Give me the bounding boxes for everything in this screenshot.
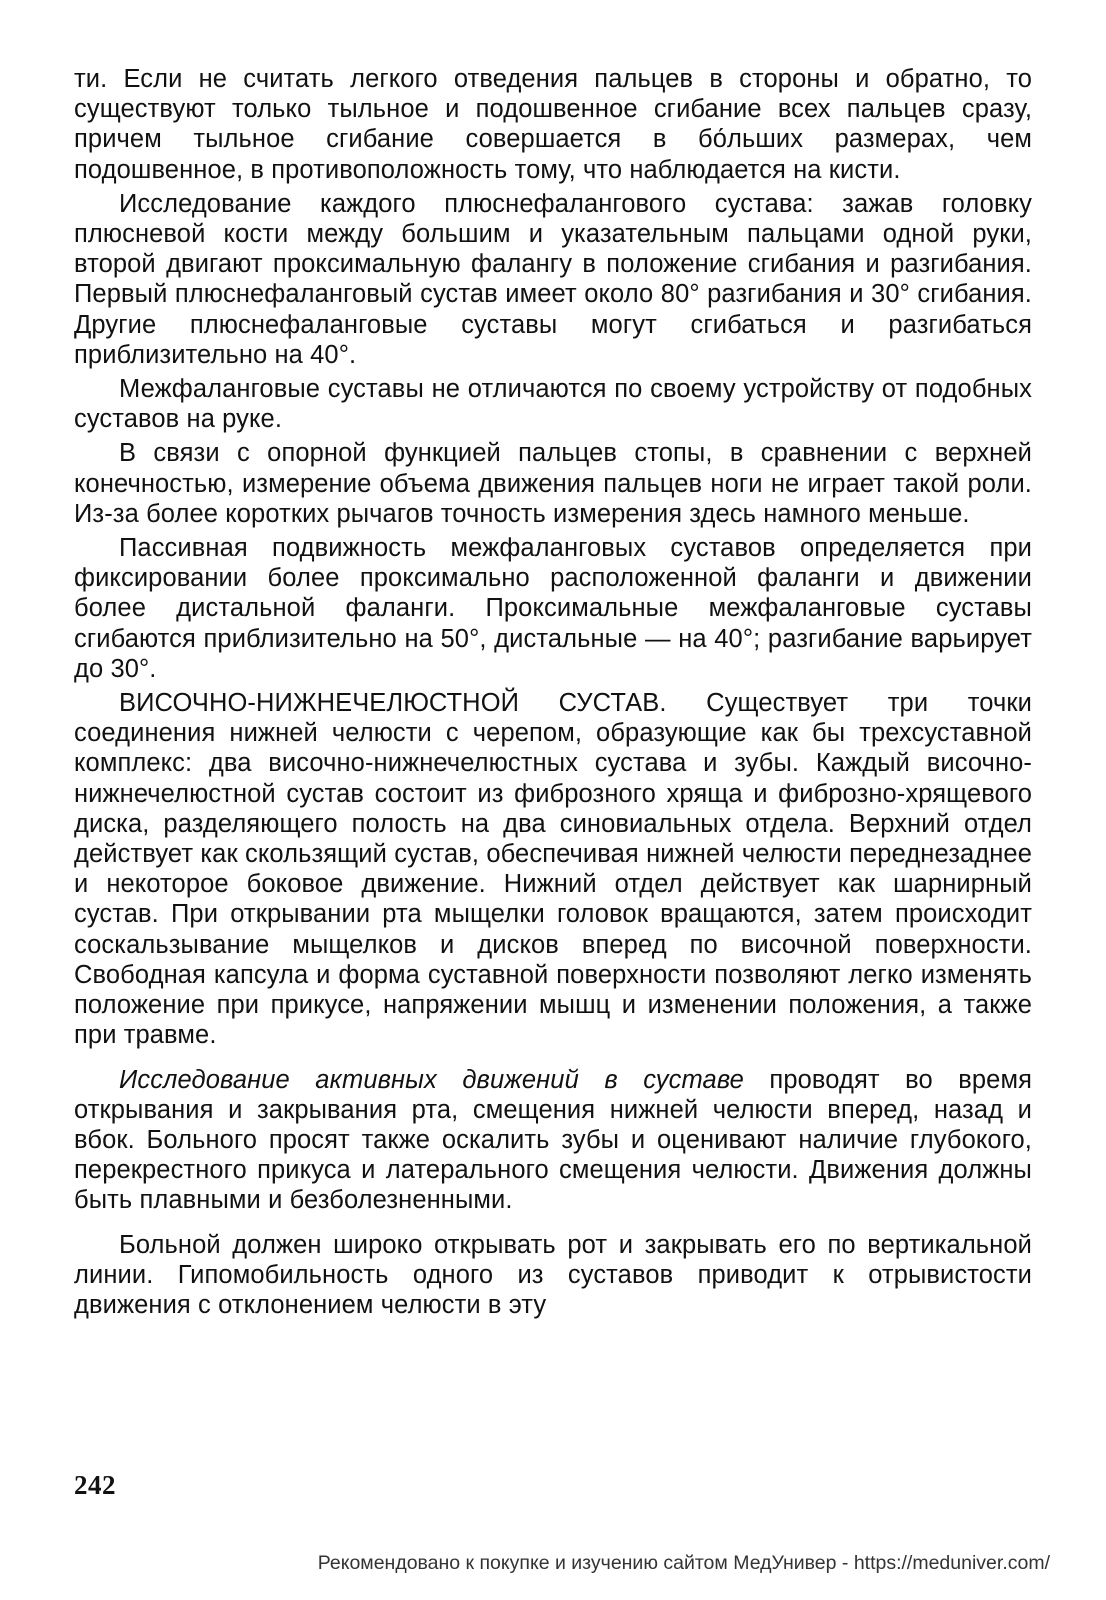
footer-watermark: Рекомендовано к покупке и изучению сайтом МедУнивер - https://meduniver.com/ (317, 1552, 1050, 1574)
italic-term: Исследование активных движений в суставе (119, 1065, 744, 1094)
paragraph-mouth-opening: Больной должен широко открывать рот и закрывать его по вертикальной линии. Гипомобильность одного из суставов приводит к отрывистости движения с отклонением челюсти в эту (74, 1230, 1032, 1319)
paragraph-passive-mobility: Пассивная подвижность межфаланговых суставов определяется при фиксировании более проксимально расположенной фаланги и движении более дистальной фаланги. Проксимальные межфаланговые суставы сгибаются приблизительно на 50°, дистальные — на 40°; разгибание варьирует до 30°. (74, 534, 1032, 683)
page-body (74, 64, 1032, 1324)
paragraph-active-movements-text: проводят во время открывания и закрывания рта, смещения нижней челюсти вперед, назад и вбок. Больного просят также оскалить зубы и оценивают наличие глубокого, перекрестного прикуса и латерального смещения челюсти. Движения должны быть плавными и безболезненными. (74, 1065, 1032, 1215)
paragraph-temporomandibular-joint: ВИСОЧНО-НИЖНЕЧЕЛЮСТНОЙ СУСТАВ. Существует три точки соединения нижней челюсти с черепом, образующие как бы трехсуставной комплекс: два височно-нижнечелюстных сустава и зубы. Каждый височно-нижнечелюстной сустав состоит из фиброзного хряща и фиброзно-хрящевого диска, разделяющего полость на два синовиальных отдела. Верхний отдел действует как скользящий сустав, обеспечивая нижней челюсти переднезаднее и некоторое боковое движение. Нижний отдел действует как шарнирный сустав. При открывании рта мыщелки головок вращаются, затем происходит соскальзывание мыщелков и дисков вперед по височной поверхности. Свободная капсула и форма суставной поверхности позволяют легко изменять положение при прикусе, напряжении мышц и изменении положения, а также при травме. (74, 689, 1032, 1050)
page-number: 242 (74, 1470, 116, 1500)
paragraph-toe-flexion: ти. Если не считать легкого отведения пальцев в стороны и обратно, то существуют только тыльное и подошвенное сгибание всех пальцев сразу, причем тыльное сгибание совершается в бо́льших размерах, чем подошвенное, в противоположность тому, что наблюдается на кисти. (74, 65, 1032, 184)
paragraph-active-movements (74, 1065, 1032, 1216)
paragraph-toe-range-measurement: В связи с опорной функцией пальцев стопы, в сравнении с верхней конечностью, измерение объема движения пальцев ноги не играет такой роли. Из-за более коротких рычагов точность измерения здесь намного меньше. (74, 439, 1032, 528)
paragraph-interphalangeal-joints: Межфаланговые суставы не отличаются по своему устройству от подобных суставов на руке. (74, 375, 1032, 434)
paragraph-metatarsophalangeal-exam: Исследование каждого плюснефалангового сустава: зажав головку плюсневой кости между большим и указательным пальцами одной руки, второй двигают проксимальную фалангу в положение сгибания и разгибания. Первый плюснефаланговый сустав имеет около 80° разгибания и 30° сгибания. Другие плюснефаланговые суставы могут сгибаться и разгибаться приблизительно на 40°. (74, 189, 1032, 369)
